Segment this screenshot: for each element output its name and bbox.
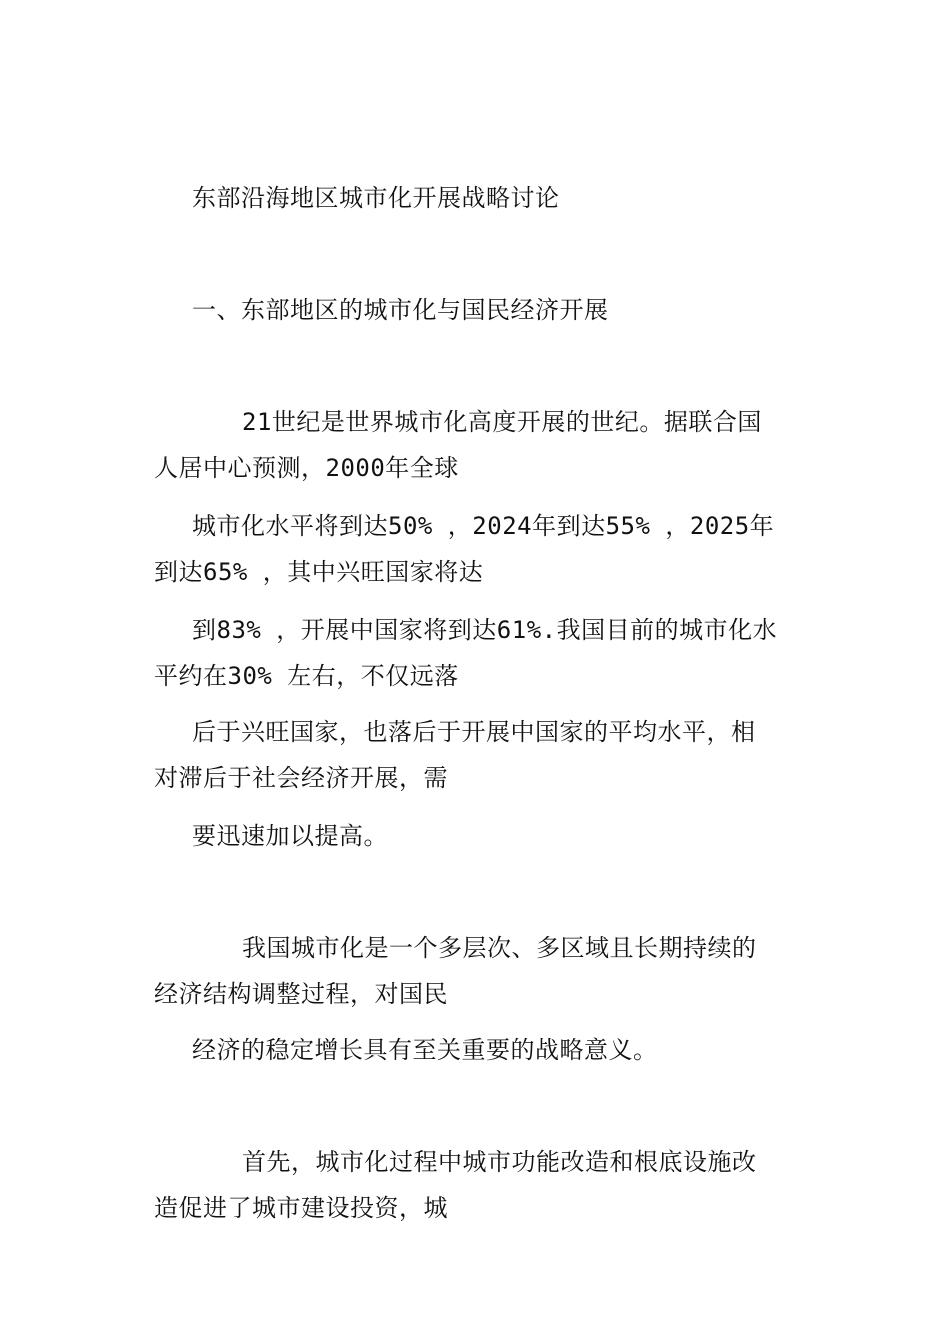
paragraph-line: 平约在30% 左右，不仅远落 — [154, 662, 459, 690]
paragraph-line: 经济结构调整过程，对国民 — [154, 980, 448, 1008]
paragraph-line: 到达65% ，其中兴旺国家将达 — [154, 558, 484, 586]
paragraph-line: 经济的稳定增长具有至关重要的战略意义。 — [192, 1036, 658, 1064]
paragraph-line: 城市化水平将到达50% ，2024年到达55% ，2025年 — [192, 512, 775, 540]
paragraph-line: 后于兴旺国家，也落后于开展中国家的平均水平，相 — [192, 718, 756, 746]
section-heading: 一、东部地区的城市化与国民经济开展 — [192, 296, 609, 324]
paragraph-line: 对滞后于社会经济开展，需 — [154, 764, 448, 792]
paragraph-line: 我国城市化是一个多层次、多区域且长期持续的 — [242, 934, 757, 962]
paragraph-line: 21世纪是世界城市化高度开展的世纪。据联合国 — [242, 408, 762, 436]
paragraph-line: 造促进了城市建设投资，城 — [154, 1194, 448, 1222]
paragraph-line: 到83% ，开展中国家将到达61%.我国目前的城市化水 — [192, 616, 778, 644]
paragraph-line: 首先，城市化过程中城市功能改造和根底设施改 — [242, 1148, 757, 1176]
document-title: 东部沿海地区城市化开展战略讨论 — [192, 184, 560, 212]
paragraph-line: 要迅速加以提高。 — [192, 822, 388, 850]
paragraph-line: 人居中心预测，2000年全球 — [154, 454, 459, 482]
